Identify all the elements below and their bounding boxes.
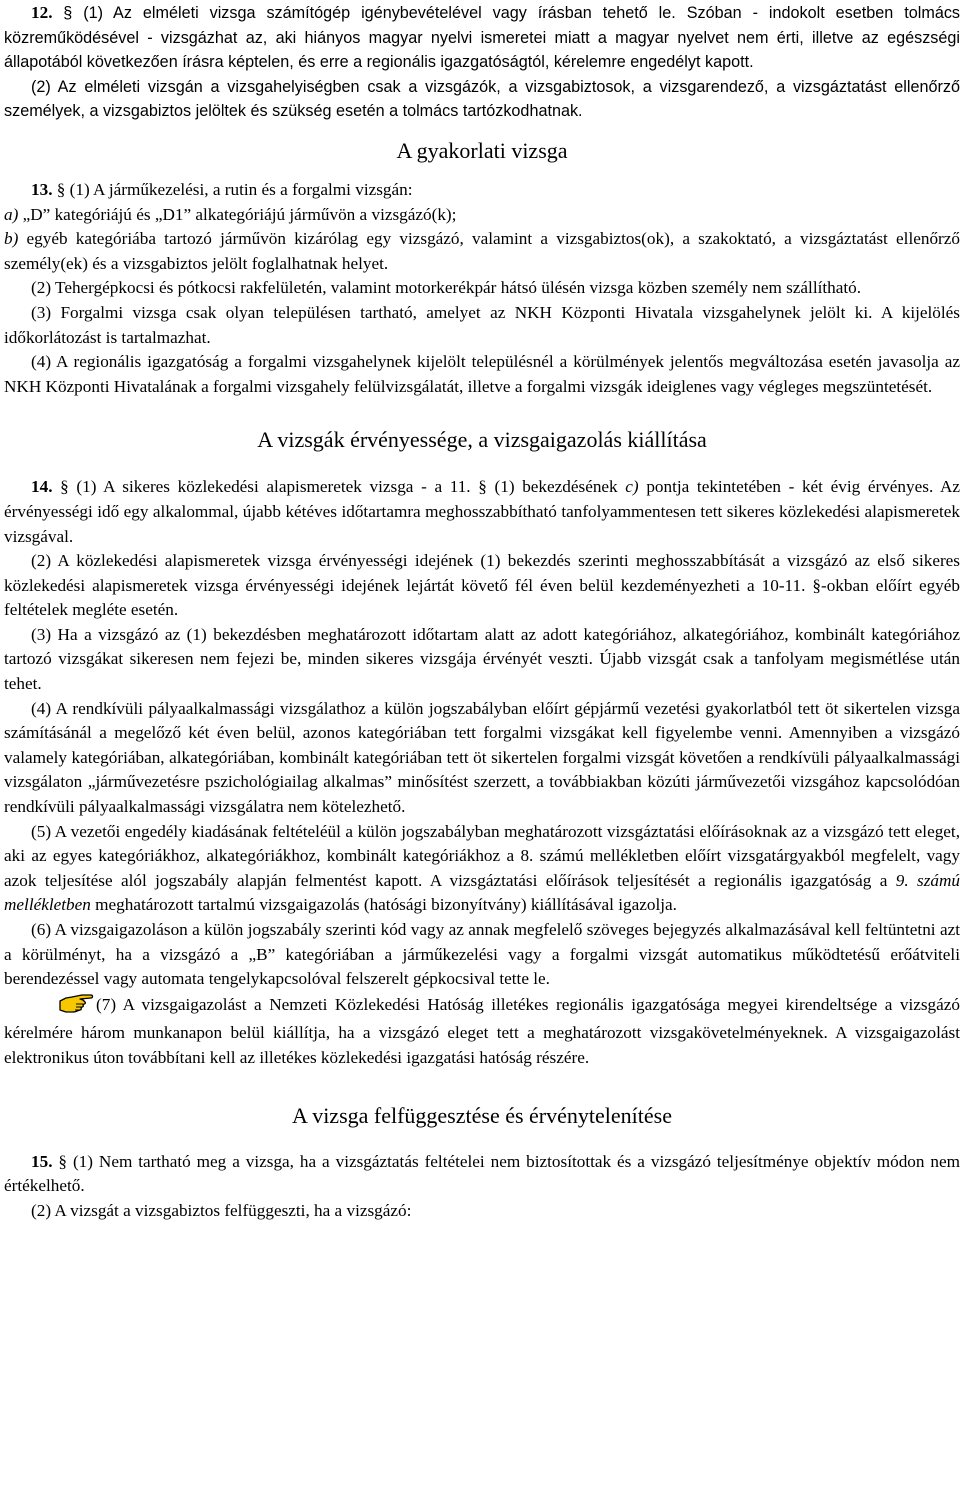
pointing-hand-icon [31,992,94,1022]
heading-ervenyesseg: A vizsgák érvényessége, a vizsgaigazolás kiállítása [257,427,707,453]
sec12-number: 12. [31,3,53,22]
sec13-para1-text: § (1) A járműkezelési, a rutin és a forgalmi vizsgán: [52,179,413,199]
sec14-para5-text-a: (5) A vezetői engedély kiadásának feltételéül a külön jogszabályban meghatározott vizsgáztatási előírásoknak az a vizsgázó tett eleget, aki az egyes kategóriákhoz, alkategóriákhoz, kombinált kategóriákhoz a 8. számú mellékletben előírt vizsgatárgyakból megfelelt, vagy azok teljesítése alól jogszabály alapján felmentést kapott. A vizsgáztatási előírások teljesítését a regionális igazgatóság a [4,821,960,890]
sec13-para4: (4) A regionális igazgatóság a forgalmi vizsgahelynek kijelölt településnél a körülmények jelentős megváltozása esetén javasolja az NKH Központi Hivatalának a forgalmi vizsgahely felülvizsgálatát, illetve a forgalmi vizsgák ideiglenes vagy végleges megszüntetését. [4,352,960,396]
heading-felfuggesztes: A vizsga felfüggesztése és érvénytelenítése [292,1102,672,1128]
sec14-para1-point-c: c) [625,477,639,497]
sec13-para1 [4,178,960,203]
sec12-para2: (2) Az elméleti vizsgán a vizsgahelyiségben csak a vizsgázók, a vizsgabiztosok, a vizsgarendező, a vizsgáztatást ellenőrző személyek, a vizsgabiztos jelöltek és szükség esetén a tolmács tartózkodhatnak. [4,77,960,121]
sec13-point-b [4,227,960,276]
sec13-point-a [4,203,960,228]
heading-gyakorlati-vizsga: A gyakorlati vizsga [396,137,568,163]
sec15-number: 15. [31,1151,53,1171]
sec14-para2: (2) A közlekedési alapismeretek vizsga érvényességi idejének (1) bekezdés szerinti meghosszabbítását a vizsgázó az első sikeres közlekedési alapismeretek vizsga érvényességi idejének lejártát követő fél éven belül kezdeményezheti a 10-11. §-okban előírt egyéb feltételek megléte esetén. [4,551,960,620]
sec12-para1 [4,1,960,75]
sec14-para5 [4,820,960,918]
sec12-para1-rest: Szóban - indokolt esetben tolmács közreműködésével - vizsgázhat az, aki hiányos magyar nyelvi ismeretei miatt a magyar nyelvet nem érti, illetve az egészségi állapotából következően írásra képtelen, és erre a regionális igazgatóságtól, kérelemre engedélyt kapott. [4,4,960,72]
sec13-point-a-text: „D” kategóriájú és „D1” alkategóriájú járművön a vizsgázó(k); [18,204,457,224]
sec14-para3: (3) Ha a vizsgázó az (1) bekezdésben meghatározott időtartam alatt az adott kategóriához, alkategóriához, kombinált kategóriához tartozó vizsgákat sikeresen nem fejezi be, minden sikeres vizsgája érvényét veszti. Újabb vizsgát csak a tanfolyam megismétlése után tehet. [4,624,960,694]
sec13-point-a-label: a) [4,204,19,224]
sec15-para2: (2) A vizsgát a vizsgabiztos felfüggeszti, ha a vizsgázó: [31,1200,412,1220]
sec13-point-b-text: egyéb kategóriába tartozó járművön kizárólag egy vizsgázó, valamint a vizsgabiztos(ok), a szakoktató, a vizsgáztatást ellenőrző személy(ek) és a vizsgabiztos jelölt foglalhatnak helyet. [4,229,960,273]
sec14-para4: (4) A rendkívüli pályaalkalmassági vizsgálathoz a külön jogszabályban előírt gépjármű vezetési gyakorlatból tett öt sikertelen vizsga számításánál a megelőző két éven belül, azonos kategóriában tett forgalmi vizsgákat kell figyelembe venni. Amennyiben a vizsgázó valamely kategóriában, alkategóriában, kombinált kategóriában tett öt sikertelen forgalmi vizsgát követően a rendkívüli pályaalkalmassági vizsgálaton „járművezetésre pszichológiailag alkalmas” minősítést szerzett, a továbbiakban közúti járművezetői vizsgához kapcsolódóan rendkívüli pályaalkalmassági vizsgálatra nem kötelezhető. [4,698,960,817]
sec15-para1 [4,1150,960,1199]
sec14-para7 [4,992,960,1071]
sec14-para1-text-a: § (1) A sikeres közlekedési alapismeretek vizsga - a 11. § (1) bekezdésének [52,477,626,497]
sec15-para1-text: § (1) Nem tartható meg a vizsga, ha a vizsgáztatás feltételei nem biztosítottak és a vizsgázó teljesítménye objektív módon nem értékelhető. [4,1151,960,1196]
sec13-point-b-label: b) [4,229,19,249]
sec12-para1-lead: § (1) Az elméleti vizsga számítógép igénybevételével vagy írásban tehető le. [63,4,676,22]
sec14-para6: (6) A vizsgaigazoláson a külön jogszabály szerinti kód vagy az annak megfelelő szöveges bejegyzés alkalmazásával kell feltüntetni azt a körülményt, ha a vizsgázó a „B” kategóriában a járműkezelési vagy a forgalmi vizsgát automatikus működtetésű erőátviteli berendezéssel vagy automata tengelykapcsolóval felszerelt gépkocsival tette le. [4,920,960,989]
sec13-number: 13. [31,179,53,199]
sec14-para1-text-b: pontja tekintetében - két évig érvényes. Az érvényességi idő egy alkalommal, újabb kétéves időtartamra meghosszabbítható tanfolyammentesen tett sikeres közlekedési alapismeretek vizsgával. [4,477,960,546]
sec13-para2: (2) Tehergépkocsi és pótkocsi rakfelületén, valamint motorkerékpár hátsó ülésén vizsga közben személy nem szállítható. [31,278,862,298]
sec14-para5-text-b: meghatározott tartalmú vizsgaigazolás (hatósági bizonyítvány) kiállításával igazolja. [90,895,677,915]
sec14-para1 [4,475,960,549]
sec14-para5-annex-ref: 9. számú mellékletben [4,870,960,915]
sec14-para7-text: (7) A vizsgaigazolást a Nemzeti Közlekedési Hatóság illetékes regionális igazgatósága megyei kirendeltsége a vizsgázó kérelmére három munkanapon belül kiállítja, ha a vizsgázó eleget tett a meghatározott vizsgakövetelményeknek. A vizsgaigazolást elektronikus úton továbbítani kell az illetékes közlekedési igazgatási hatóság részére. [4,994,960,1067]
sec14-number: 14. [31,477,53,497]
sec13-para3: (3) Forgalmi vizsga csak olyan településen tartható, amelyet az NKH Központi Hivatala vizsgahelynek jelölt ki. A kijelölés időkorlátozást is tartalmazhat. [4,302,960,347]
document-page [0,1,960,1223]
